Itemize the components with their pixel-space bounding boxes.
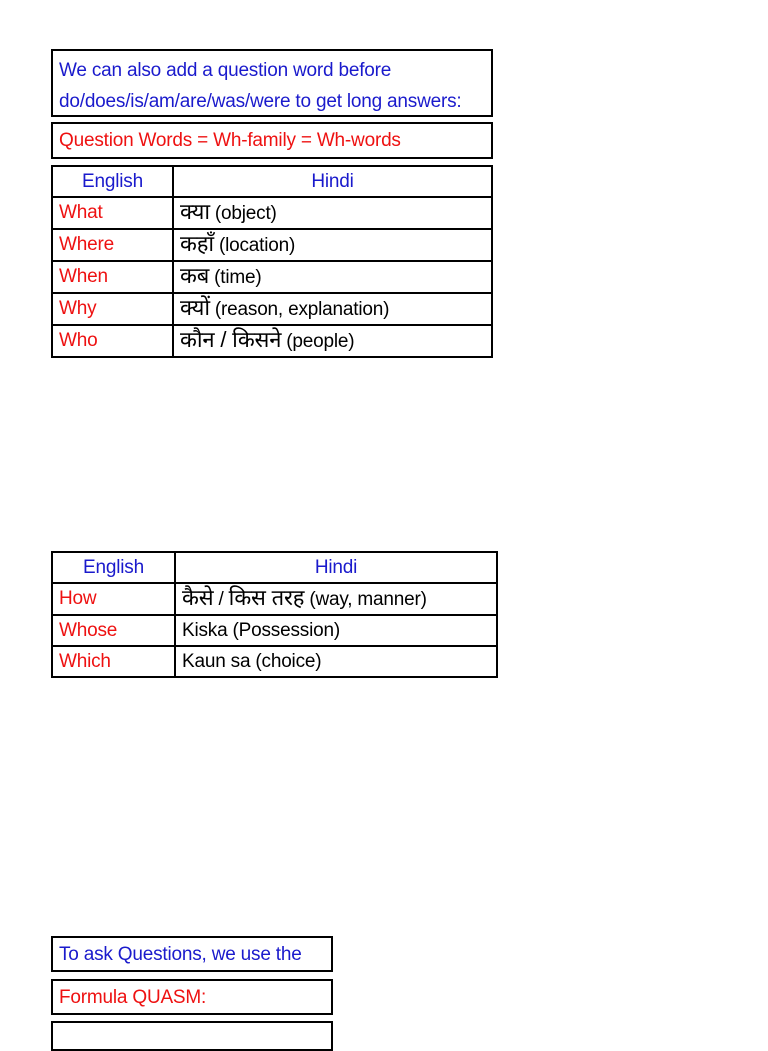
hindi-meaning	[173, 261, 492, 293]
hindi-script: क्या	[180, 199, 210, 224]
ask-questions-box	[51, 936, 333, 972]
english-word: Whose	[52, 615, 175, 646]
english-word: How	[52, 583, 175, 615]
table-row	[52, 325, 492, 357]
header-hindi: Hindi	[173, 166, 492, 197]
table-row	[52, 293, 492, 325]
english-word: Who	[52, 325, 173, 357]
intro-line-2: do/does/is/am/are/was/were to get long answers:	[59, 91, 462, 112]
hindi-script: कहाँ	[180, 231, 214, 256]
english-word: When	[52, 261, 173, 293]
table-row	[52, 197, 492, 229]
hindi-note: (location)	[213, 235, 296, 256]
header-english: English	[52, 166, 173, 197]
wh-words-title-box	[51, 122, 493, 159]
hindi-meaning	[173, 325, 492, 357]
english-word: Which	[52, 646, 175, 677]
formula-box	[51, 979, 333, 1015]
hindi-meaning	[175, 583, 497, 615]
header-english: English	[52, 552, 175, 583]
hindi-note: (time)	[209, 267, 262, 288]
hindi-separator: /	[213, 589, 229, 610]
question-words-table-2	[51, 551, 498, 678]
table-header-row	[52, 166, 492, 197]
hindi-meaning	[175, 615, 497, 646]
english-word: What	[52, 197, 173, 229]
hindi-script: कब	[180, 263, 210, 288]
intro-note-box	[51, 49, 493, 117]
table-row	[52, 229, 492, 261]
header-hindi: Hindi	[175, 552, 497, 583]
hindi-note: (reason, explanation)	[209, 299, 390, 320]
table-header-row	[52, 552, 497, 583]
hindi-script: कैसे	[182, 585, 214, 610]
hindi-note: Kaun sa (choice)	[182, 650, 322, 672]
hindi-note: (people)	[281, 331, 355, 352]
hindi-note: (object)	[209, 203, 277, 224]
hindi-script-alt: किस तरह	[228, 585, 305, 610]
hindi-script: क्यों	[180, 295, 210, 320]
table-row	[52, 615, 497, 646]
hindi-meaning	[173, 229, 492, 261]
hindi-meaning	[173, 293, 492, 325]
english-word: Where	[52, 229, 173, 261]
cut-off-box	[51, 1021, 333, 1051]
question-words-table-1	[51, 165, 493, 358]
wh-words-title: Question Words = Wh-family = Wh-words	[59, 130, 401, 151]
table-row	[52, 261, 492, 293]
hindi-note: Kiska (Possession)	[182, 619, 340, 641]
hindi-script: कौन / किसने	[180, 327, 282, 352]
hindi-meaning	[175, 646, 497, 677]
table-row	[52, 646, 497, 677]
english-word: Why	[52, 293, 173, 325]
intro-line-1: We can also add a question word before	[59, 60, 392, 81]
ask-questions-text: To ask Questions, we use the	[59, 944, 302, 965]
formula-text: Formula QUASM:	[59, 987, 207, 1008]
table-row	[52, 583, 497, 615]
hindi-meaning	[173, 197, 492, 229]
hindi-note: (way, manner)	[304, 589, 427, 610]
